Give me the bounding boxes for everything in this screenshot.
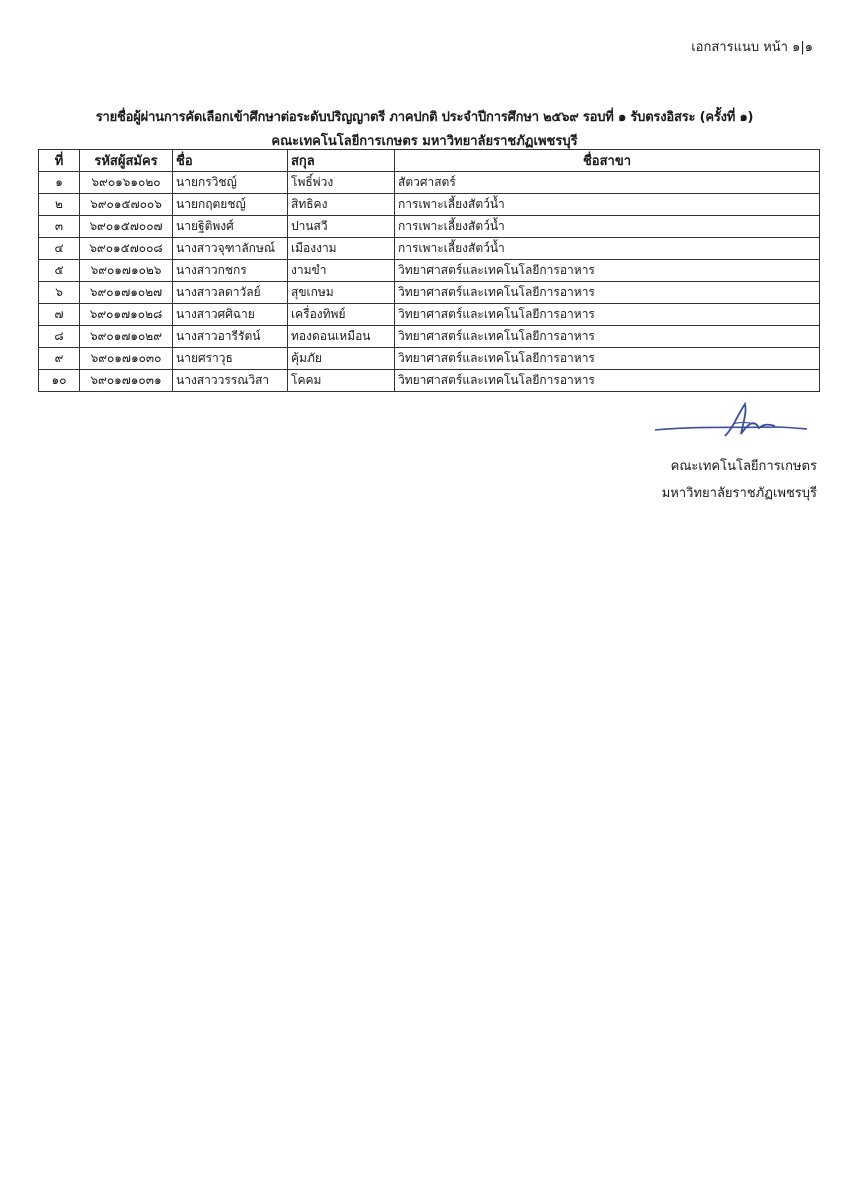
- cell-applicant-id: ๖๙๐๑๕๗๐๐๘: [80, 238, 173, 260]
- table-row: [39, 282, 820, 304]
- cell-applicant-id: ๖๙๐๑๕๗๐๐๗: [80, 216, 173, 238]
- cell-surname: ทองดอนเหมือน: [288, 326, 395, 348]
- table-row: [39, 304, 820, 326]
- header-major: ชื่อสาขา: [395, 150, 820, 172]
- page-reference: เอกสารแนบ หน้า ๑|๑: [691, 40, 813, 55]
- header-name: ชื่อ: [173, 150, 288, 172]
- cell-surname: สุขเกษม: [288, 282, 395, 304]
- cell-applicant-id: ๖๙๐๑๗๑๐๒๖: [80, 260, 173, 282]
- cell-name: นางสาวลดาวัลย์: [173, 282, 288, 304]
- cell-applicant-id: ๖๙๐๑๕๗๐๐๖: [80, 194, 173, 216]
- cell-surname: คุ้มภัย: [288, 348, 395, 370]
- cell-surname: ปานสวี: [288, 216, 395, 238]
- header-no: ที่: [39, 150, 80, 172]
- cell-applicant-id: ๖๙๐๑๖๑๐๒๐: [80, 172, 173, 194]
- table-row: [39, 216, 820, 238]
- cell-no: ๔: [39, 238, 80, 260]
- applicant-table: [38, 149, 820, 392]
- table-row: [39, 238, 820, 260]
- signature-org-line2: มหาวิทยาลัยราชภัฏเพชรบุรี: [661, 486, 817, 501]
- cell-surname: เครื่องทิพย์: [288, 304, 395, 326]
- table-row: [39, 172, 820, 194]
- document-subtitle: คณะเทคโนโลยีการเกษตร มหาวิทยาลัยราชภัฏเพชรบุรี: [271, 134, 578, 149]
- cell-no: ๘: [39, 326, 80, 348]
- table-row: [39, 326, 820, 348]
- cell-surname: สิทธิคง: [288, 194, 395, 216]
- cell-no: ๖: [39, 282, 80, 304]
- cell-major: วิทยาศาสตร์และเทคโนโลยีการอาหาร: [395, 348, 820, 370]
- cell-applicant-id: ๖๙๐๑๗๑๐๓๑: [80, 370, 173, 392]
- cell-surname: งามขำ: [288, 260, 395, 282]
- table-header-row: [39, 150, 820, 172]
- cell-major: การเพาะเลี้ยงสัตว์น้ำ: [395, 216, 820, 238]
- cell-major: การเพาะเลี้ยงสัตว์น้ำ: [395, 238, 820, 260]
- cell-surname: โคคม: [288, 370, 395, 392]
- table-row: [39, 370, 820, 392]
- table-row: [39, 194, 820, 216]
- cell-major: วิทยาศาสตร์และเทคโนโลยีการอาหาร: [395, 282, 820, 304]
- cell-surname: โพธิ์พ่วง: [288, 172, 395, 194]
- cell-applicant-id: ๖๙๐๑๗๑๐๒๘: [80, 304, 173, 326]
- cell-name: นางสาวศศิฉาย: [173, 304, 288, 326]
- cell-no: ๑๐: [39, 370, 80, 392]
- cell-major: วิทยาศาสตร์และเทคโนโลยีการอาหาร: [395, 370, 820, 392]
- header-applicant-id: รหัสผู้สมัคร: [80, 150, 173, 172]
- cell-no: ๗: [39, 304, 80, 326]
- header-surname: สกุล: [288, 150, 395, 172]
- cell-major: สัตวศาสตร์: [395, 172, 820, 194]
- cell-name: นางสาววรรณวิสา: [173, 370, 288, 392]
- cell-no: ๑: [39, 172, 80, 194]
- cell-name: นายฐิติพงศ์: [173, 216, 288, 238]
- cell-no: ๙: [39, 348, 80, 370]
- cell-name: นายกรวิชญ์: [173, 172, 288, 194]
- cell-name: นางสาวกชกร: [173, 260, 288, 282]
- cell-name: นางสาวจุฑาลักษณ์: [173, 238, 288, 260]
- table-body: [39, 172, 820, 392]
- cell-major: วิทยาศาสตร์และเทคโนโลยีการอาหาร: [395, 304, 820, 326]
- signature-scribble: [625, 398, 825, 448]
- table-row: [39, 348, 820, 370]
- cell-applicant-id: ๖๙๐๑๗๑๐๒๗: [80, 282, 173, 304]
- cell-name: นางสาวอารีรัตน์: [173, 326, 288, 348]
- cell-name: นายกฤตยชญ์: [173, 194, 288, 216]
- cell-no: ๓: [39, 216, 80, 238]
- cell-no: ๒: [39, 194, 80, 216]
- cell-major: การเพาะเลี้ยงสัตว์น้ำ: [395, 194, 820, 216]
- cell-applicant-id: ๖๙๐๑๗๑๐๒๙: [80, 326, 173, 348]
- cell-major: วิทยาศาสตร์และเทคโนโลยีการอาหาร: [395, 326, 820, 348]
- cell-major: วิทยาศาสตร์และเทคโนโลยีการอาหาร: [395, 260, 820, 282]
- cell-applicant-id: ๖๙๐๑๗๑๐๓๐: [80, 348, 173, 370]
- signature-org-line1: คณะเทคโนโลยีการเกษตร: [670, 459, 817, 474]
- cell-name: นายศราวุธ: [173, 348, 288, 370]
- table-row: [39, 260, 820, 282]
- cell-no: ๕: [39, 260, 80, 282]
- cell-surname: เมืองงาม: [288, 238, 395, 260]
- document-title: รายชื่อผู้ผ่านการคัดเลือกเข้าศึกษาต่อระดับปริญญาตรี ภาคปกติ ประจำปีการศึกษา ๒๕๖๙ รอบที่ ๑ รับตรงอิสระ (ครั้งที่ ๑): [95, 110, 754, 125]
